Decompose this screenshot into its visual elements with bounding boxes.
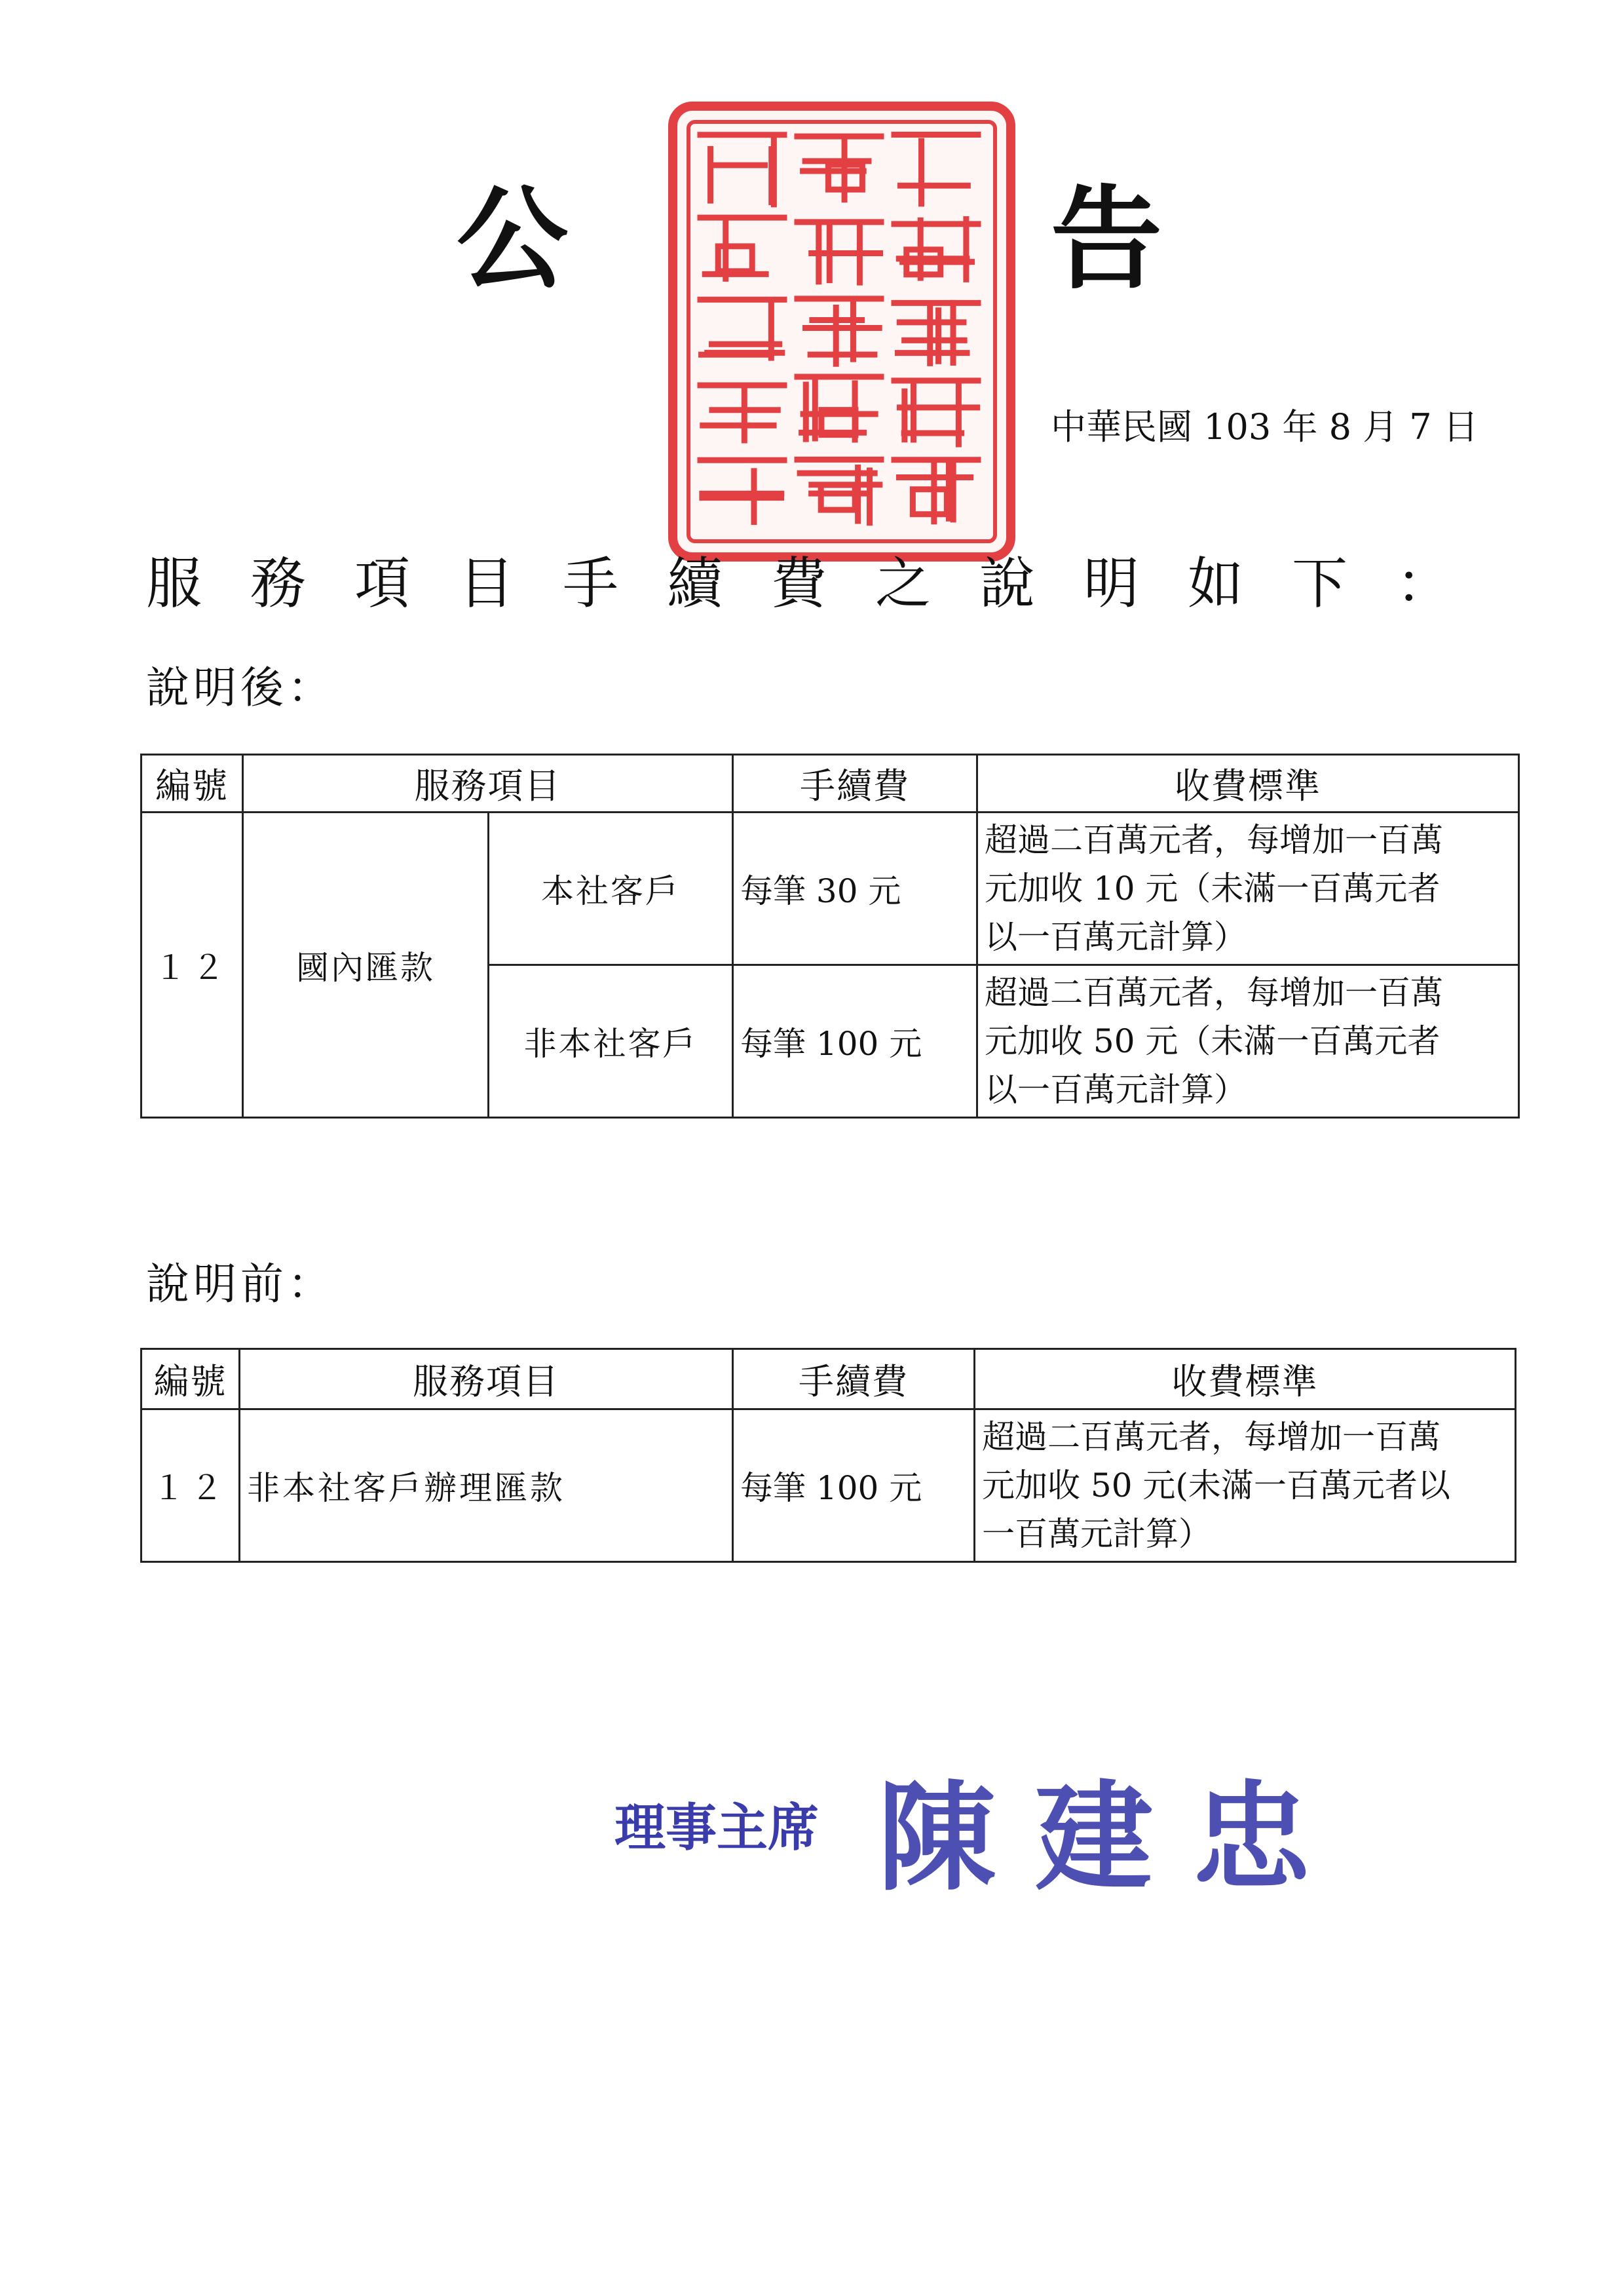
fee-standard-line: 元加收 50 元（未滿一百萬元者 <box>985 1022 1441 1060</box>
table-row <box>141 1409 1516 1562</box>
header-service-item: 服務項目 <box>240 1349 733 1409</box>
header-fee: 手續費 <box>733 755 977 813</box>
service-name: 非本社客戶辦理匯款 <box>240 1409 733 1562</box>
fee-standard-line: 以一百萬元計算） <box>985 1071 1247 1109</box>
fee-standard-line: 超過二百萬元者，每增加一百萬 <box>985 821 1443 859</box>
announcement-date: 中華民國 103 年 8 月 7 日 <box>1051 406 1479 448</box>
fee-table-after <box>140 754 1520 1119</box>
chairman-title-stamp: 理事主席 <box>614 1798 819 1858</box>
fee-standard-line: 一百萬元計算） <box>982 1515 1211 1553</box>
customer-type: 非本社客戶 <box>489 965 733 1118</box>
fee-standard-line: 超過二百萬元者，每增加一百萬 <box>982 1418 1441 1456</box>
fee-standard <box>975 1409 1516 1562</box>
header-fee: 手續費 <box>733 1349 975 1409</box>
fee-standard-line: 元加收 50 元(未滿一百萬元者以 <box>982 1466 1450 1504</box>
title-char-left: 公 <box>457 174 569 305</box>
fee-amount: 每筆 30 元 <box>733 813 977 965</box>
header-service-item: 服務項目 <box>243 755 733 813</box>
customer-type: 本社客戶 <box>489 813 733 965</box>
title-char-right: 告 <box>1051 174 1163 305</box>
page-heading: 服務項目手續費之說明如下： <box>146 552 1501 617</box>
header-standard: 收費標準 <box>977 755 1519 813</box>
official-seal <box>666 100 1017 564</box>
table-header-row <box>141 755 1519 813</box>
section-label-after: 說明後： <box>146 662 335 713</box>
fee-standard-line: 元加收 10 元（未滿一百萬元者 <box>985 870 1441 908</box>
table-header-row <box>141 1349 1516 1409</box>
fee-table-before <box>140 1348 1516 1563</box>
table-row <box>141 813 1519 965</box>
fee-standard <box>977 813 1519 965</box>
fee-amount: 每筆 100 元 <box>733 965 977 1118</box>
chairman-name-stamp: 陳建忠 <box>878 1769 1350 1907</box>
header-standard: 收費標準 <box>975 1349 1516 1409</box>
fee-standard <box>977 965 1519 1118</box>
header-number: 編號 <box>141 1349 240 1409</box>
fee-amount: 每筆 100 元 <box>733 1409 975 1562</box>
item-number: １２ <box>141 813 243 1118</box>
item-number: １２ <box>141 1409 240 1562</box>
section-label-before: 說明前： <box>146 1259 335 1309</box>
service-name: 國內匯款 <box>243 813 489 1118</box>
fee-standard-line: 超過二百萬元者，每增加一百萬 <box>985 974 1443 1012</box>
header-number: 編號 <box>141 755 243 813</box>
fee-standard-line: 以一百萬元計算） <box>985 918 1247 956</box>
